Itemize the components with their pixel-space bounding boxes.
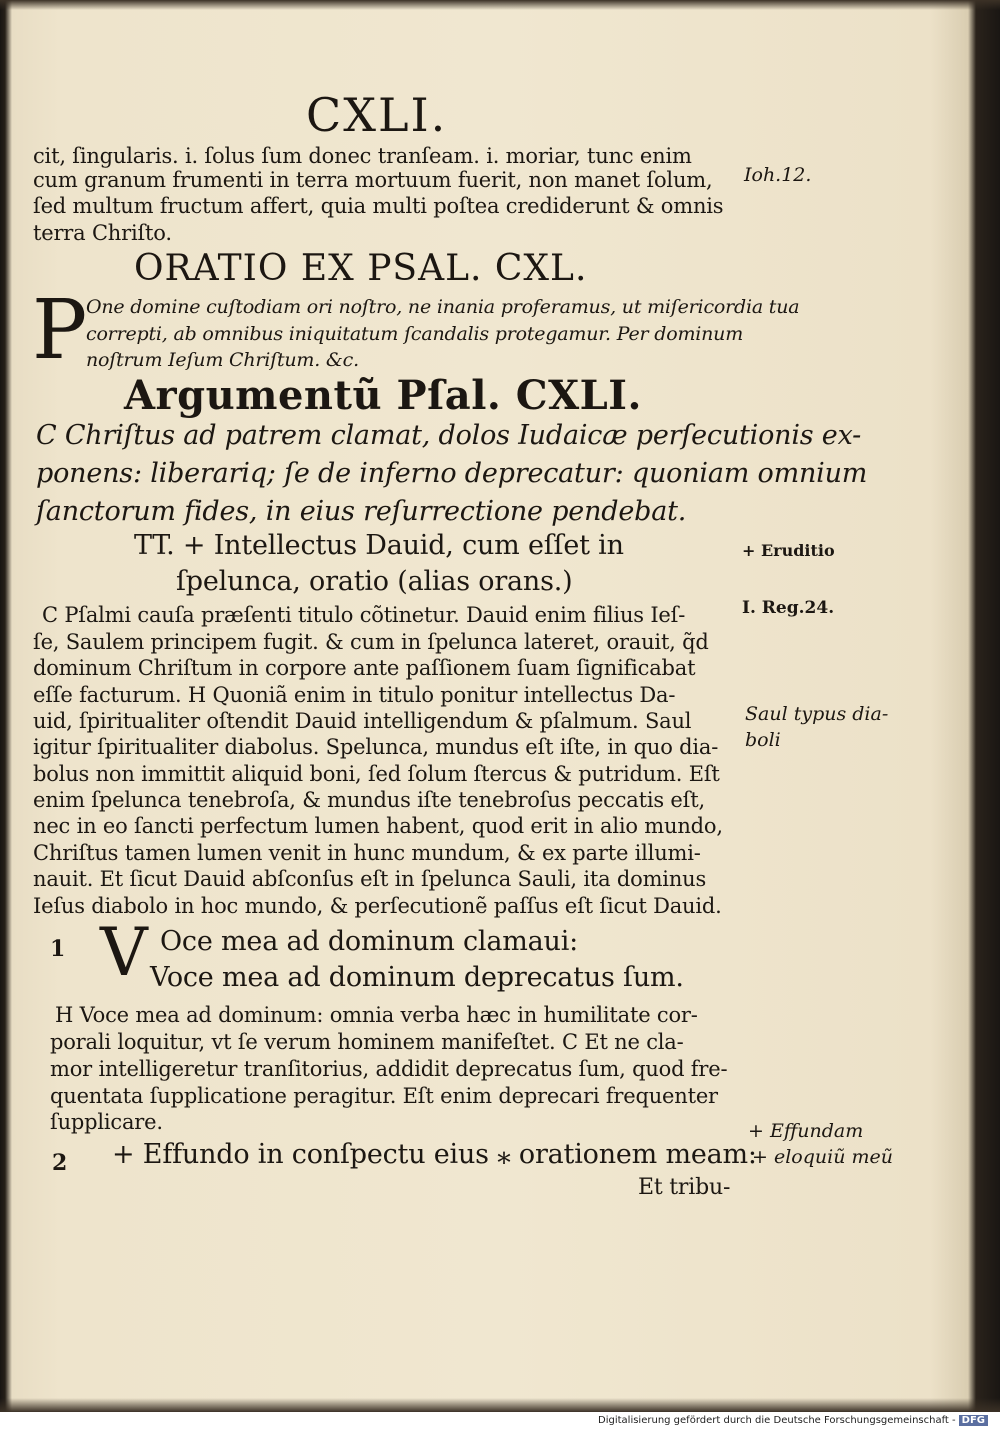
digitization-credit bbox=[598, 1415, 988, 1426]
commentary-line: Chriſtus tamen lumen venit in hunc mundum, & ex parte illumi- bbox=[33, 841, 701, 865]
argumentum-heading: Argumentũ Pſal. CXLI. bbox=[124, 372, 642, 419]
psalm-title-line: ſpelunca, oratio (alias orans.) bbox=[176, 566, 573, 597]
psalm-title-line: TT. + Intellectus Dauid, cum eſſet in bbox=[134, 530, 624, 561]
margin-note: boli bbox=[745, 729, 781, 751]
commentary-line: eſſe facturum. H Quoniã enim in titulo ponitur intellectus Da- bbox=[33, 683, 676, 707]
verse-line: Oce mea ad dominum clamaui: bbox=[160, 926, 579, 957]
argumentum-line: ſanctorum fides, in eius reſurrectione pendebat. bbox=[36, 496, 687, 527]
verse-commentary-line: porali loquitur, vt ſe verum hominem manifeſtet. C Et ne cla- bbox=[50, 1030, 684, 1054]
page-edge-shadow-top bbox=[0, 0, 1000, 10]
commentary-line: C Pſalmi cauſa præſenti titulo cõtinetur. Dauid enim filius Ieſ- bbox=[42, 603, 686, 627]
text-line: cum granum frumenti in terra mortuum fuerit, non manet ſolum, bbox=[33, 168, 713, 192]
oratio-line: One domine cuſtodiam ori noſtro, ne inania proferamus, ut miſericordia tua bbox=[86, 296, 800, 318]
commentary-line: uid, ſpiritualiter oſtendit Dauid intelligendum & pſalmum. Saul bbox=[33, 709, 692, 733]
page-edge-shadow-bottom bbox=[0, 1398, 1000, 1412]
verse-number: 2 bbox=[52, 1150, 68, 1176]
commentary-line: Ieſus diabolo in hoc mundo, & perſecutionẽ paſſus eſt ſicut Dauid. bbox=[33, 894, 722, 918]
oratio-heading: ORATIO EX PSAL. CXL. bbox=[134, 248, 588, 289]
text-line: cit, ſingularis. i. ſolus ſum donec tranſeam. i. moriar, tunc enim bbox=[33, 144, 692, 168]
text-line: ſed multum fructum affert, quia multi poſtea crediderunt & omnis bbox=[33, 194, 724, 218]
verse-commentary-line: quentata ſupplicatione peragitur. Eſt enim deprecari frequenter bbox=[50, 1084, 718, 1108]
margin-note: + Eruditio bbox=[742, 541, 835, 560]
commentary-line: ſe, Saulem principem fugit. & cum in ſpelunca lateret, orauit, q̃d bbox=[33, 630, 709, 654]
commentary-line: igitur ſpiritualiter diabolus. Spelunca, mundus eſt iſte, in quo dia- bbox=[33, 735, 719, 759]
argumentum-line: C Chriſtus ad patrem clamat, dolos Iudaicæ perſecutionis ex- bbox=[36, 420, 862, 451]
page-folio-number: CXLI. bbox=[306, 88, 448, 142]
margin-note: + eloquiũ meũ bbox=[752, 1146, 893, 1168]
drop-capital-v: V bbox=[100, 914, 148, 991]
verse-number: 1 bbox=[50, 936, 66, 962]
margin-note: Saul typus dia- bbox=[745, 703, 889, 725]
margin-note: I. Reg.24. bbox=[742, 598, 835, 618]
margin-note: Ioh.12. bbox=[744, 164, 812, 186]
oratio-line: correpti, ab omnibus iniquitatum ſcandalis protegamur. Per dominum bbox=[86, 323, 744, 345]
text-line: terra Chriſto. bbox=[33, 221, 172, 245]
catchword: Et tribu- bbox=[638, 1175, 731, 1200]
verse-line: + Effundo in conſpectu eius ⁎ orationem meam: bbox=[112, 1139, 757, 1170]
drop-capital-p: P bbox=[32, 283, 88, 378]
verse-commentary-line: H Voce mea ad dominum: omnia verba hæc in humilitate cor- bbox=[55, 1003, 698, 1027]
argumentum-line: ponens: liberariq; ſe de inferno deprecatur: quoniam omnium bbox=[36, 458, 868, 489]
verse-commentary-line: mor intelligeretur tranſitorius, addidit deprecatus ſum, quod fre- bbox=[50, 1057, 728, 1081]
commentary-line: enim ſpelunca tenebroſa, & mundus iſte tenebroſus peccatis eſt, bbox=[33, 788, 705, 812]
commentary-line: bolus non immittit aliquid boni, ſed ſolum ſtercus & putridum. Eſt bbox=[33, 762, 720, 786]
commentary-line: nec in eo ſancti perfectum lumen habent, quod erit in alio mundo, bbox=[33, 814, 723, 838]
margin-note: + Effundam bbox=[748, 1120, 864, 1142]
oratio-line: noſtrum Ieſum Chriſtum. &c. bbox=[86, 349, 359, 371]
dfg-logo: DFG bbox=[959, 1415, 988, 1426]
credit-text: Digitalisierung gefördert durch die Deutsche Forschungsgemeinschaft - bbox=[598, 1415, 956, 1426]
commentary-line: nauit. Et ſicut Dauid abſconſus eſt in ſpelunca Sauli, ita dominus bbox=[33, 867, 707, 891]
commentary-line: dominum Chriſtum in corpore ante paſſionem ſuam ſignificabat bbox=[33, 656, 696, 680]
verse-line: Voce mea ad dominum deprecatus ſum. bbox=[150, 962, 684, 993]
verse-commentary-line: ſupplicare. bbox=[50, 1110, 163, 1134]
